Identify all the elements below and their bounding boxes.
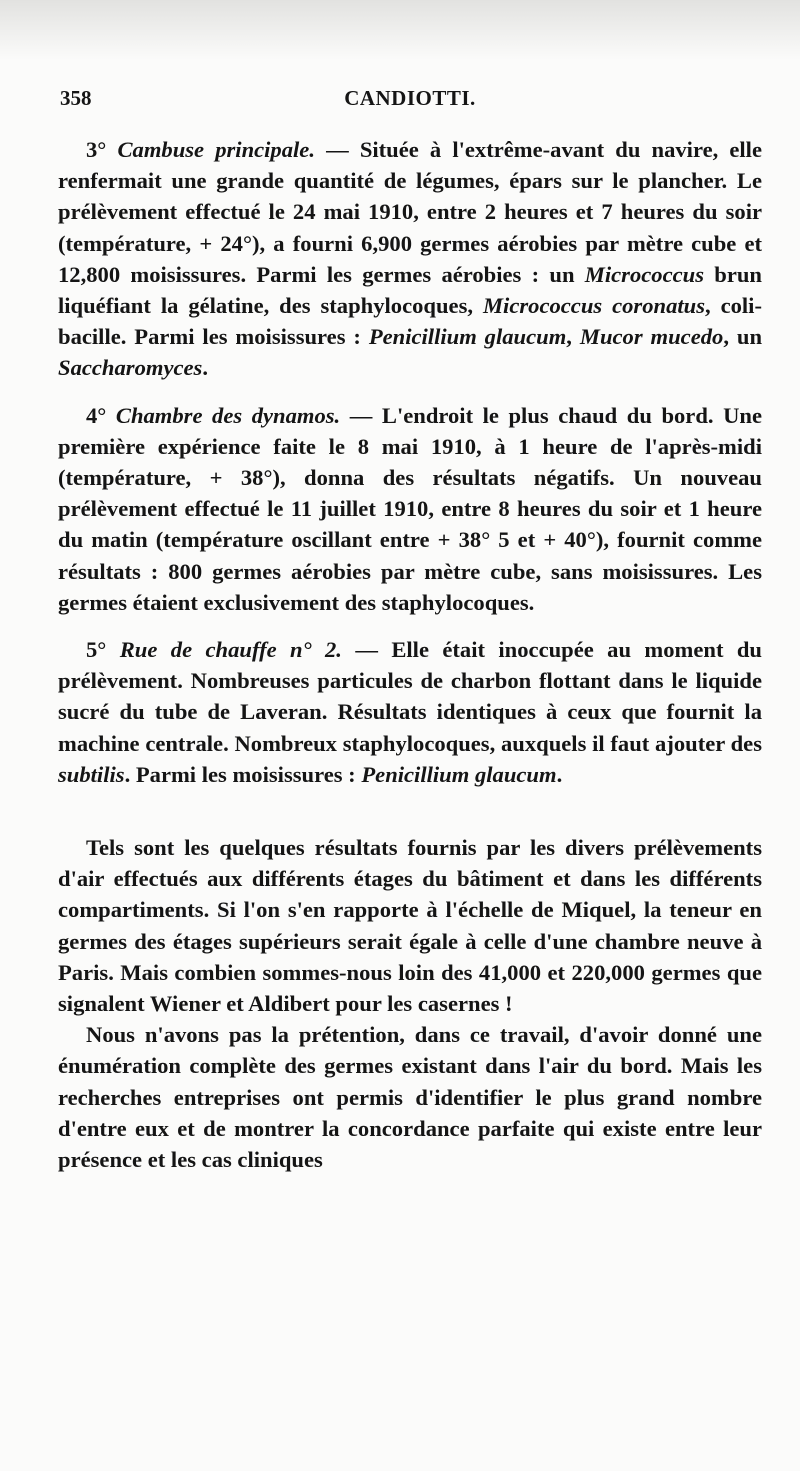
text-run: , coli-bacille. Parmi les moisissures : [58, 293, 762, 350]
page-number: 358 [60, 86, 92, 110]
italic-term: Penicillium glaucum [368, 324, 567, 350]
text-run: , [566, 324, 580, 350]
paragraph-text [58, 1022, 762, 1172]
section-title: Rue de chauffe n° 2. [119, 637, 342, 663]
italic-term: Micrococcus coronatus [482, 293, 706, 319]
paragraph-text [58, 403, 762, 615]
paragraph-cambuse [58, 134, 762, 384]
text-run: — L'endroit le plus chaud du bord. Une première expérience faite le 8 mai 1910, à 1 heure de l'après-midi (température, + 38°), donna des résultats négatifs. Un nouveau prélèvement effectué le 11 juillet 1910, entre 8 heures du soir et 1 heure du matin (température oscillant entre + 38° 5 et + 40°), fournit comme résultats : 800 germes aérobies par mètre cube, sans moisissures. Les germes étaient exclusivement des staphylocoques. [58, 402, 762, 615]
paragraph-conclusion [58, 1019, 762, 1175]
paragraph-text [58, 835, 762, 1016]
text-run: — Elle était inoccupée au moment du prélèvement. Nombreuses particules de charbon flottant dans le liquide sucré du tube de Laveran. Résultats identiques à ceux que fournit la machine centrale. Nombreux staphylocoques, auxquels il faut ajouter des [58, 637, 762, 756]
paragraph-summary [58, 832, 762, 1019]
text-run: — Située à l'extrême-avant du navire, elle renfermait une grande quantité de légumes, épars sur le plancher. Le prélèvement effectué le 24 mai 1910, entre 2 heures et 7 heures du soir (température, + 24°), a fourni 6,900 germes aérobies par mètre cube et 12,800 moisissures. Parmi les germes aérobies : un [58, 137, 762, 287]
text-run: , un [723, 324, 763, 350]
section-number: 4° [86, 402, 116, 428]
page-header [60, 86, 760, 116]
paragraph-dynamos [58, 400, 762, 618]
page-edge-shading [0, 0, 800, 60]
text-run: Nous n'avons pas la prétention, dans ce travail, d'avoir donné une énumération complète des germes existant dans l'air du bord. Mais les recherches entreprises ont permis d'identifier le plus grand nombre d'entre eux et de montrer la concordance parfaite qui existe entre leur présence et les cas cliniques [58, 1022, 762, 1173]
text-run: . Parmi les moisissures : [124, 761, 362, 787]
paragraph-rue-de-chauffe [58, 634, 762, 790]
section-number: 3° [86, 137, 118, 162]
section-title: Chambre des dynamos. [115, 402, 341, 428]
italic-term: Micrococcus [584, 261, 705, 287]
text-run: brun liquéfiant la gélatine, des staphylocoques, [58, 261, 762, 319]
section-title: Cambuse principale. [117, 137, 315, 162]
italic-term: Mucor mucedo [579, 324, 724, 350]
italic-term: Penicillium glaucum [361, 761, 557, 787]
text-run: Tels sont les quelques résultats fournis par les divers prélèvements d'air effectués aux différents étages du bâtiment et dans les différents compartiments. Si l'on s'en rapporte à l'échelle de Miquel, la teneur en germes des étages supérieurs serait égale à celle d'une chambre neuve à Paris. Mais combien sommes-nous loin des 41,000 et 220,000 germes que signalent Wiener et Aldibert pour les casernes ! [58, 835, 762, 1017]
paragraph-text [58, 137, 762, 380]
italic-term: subtilis [58, 761, 125, 787]
text-run: . [556, 761, 563, 787]
italic-term: Saccharomyces [58, 355, 203, 381]
running-title: CANDIOTTI. [344, 86, 476, 110]
body-text [58, 134, 762, 1175]
text-run: . [202, 355, 208, 381]
section-number: 5° [86, 637, 120, 663]
